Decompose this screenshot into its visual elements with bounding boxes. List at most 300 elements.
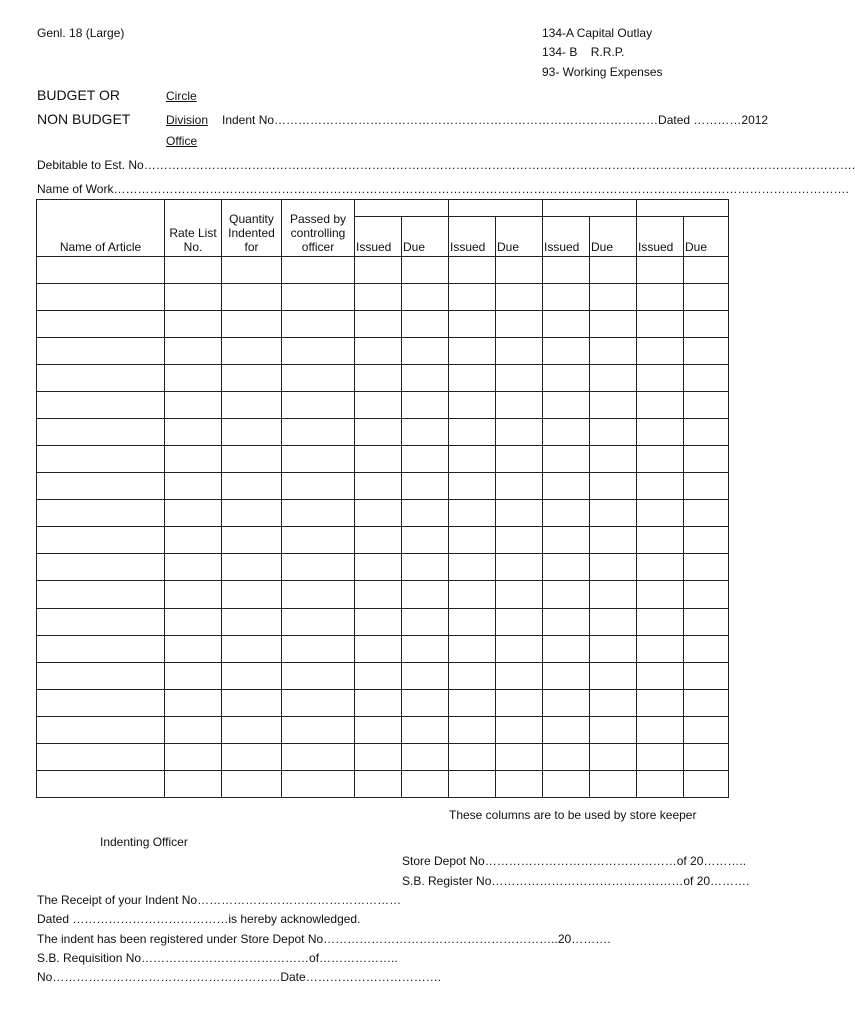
table-cell xyxy=(165,743,222,770)
table-cell xyxy=(402,473,449,500)
table-cell xyxy=(637,716,684,743)
table-cell xyxy=(684,527,729,554)
table-row xyxy=(37,338,729,365)
table-cell xyxy=(355,581,402,608)
table-row xyxy=(37,689,729,716)
table-cell xyxy=(637,446,684,473)
table-cell xyxy=(222,311,282,338)
table-cell xyxy=(355,608,402,635)
store-group-1 xyxy=(355,200,449,217)
table-cell xyxy=(637,527,684,554)
table-cell xyxy=(590,257,637,284)
table-cell xyxy=(637,473,684,500)
table-cell xyxy=(449,743,496,770)
table-cell xyxy=(355,500,402,527)
table-cell xyxy=(355,257,402,284)
table-cell xyxy=(282,716,355,743)
table-cell xyxy=(282,689,355,716)
table-cell xyxy=(637,770,684,797)
table-cell xyxy=(165,419,222,446)
table-cell xyxy=(637,608,684,635)
table-row xyxy=(37,581,729,608)
receipt-line: The Receipt of your Indent No…………………………………………… xyxy=(37,893,402,907)
table-cell xyxy=(543,770,590,797)
table-cell xyxy=(637,554,684,581)
table-cell xyxy=(282,527,355,554)
table-cell xyxy=(355,554,402,581)
table-cell xyxy=(402,635,449,662)
col-issued-1: Issued xyxy=(355,217,402,257)
table-cell xyxy=(222,419,282,446)
table-row xyxy=(37,284,729,311)
table-cell xyxy=(590,473,637,500)
table-cell xyxy=(37,473,165,500)
table-cell xyxy=(402,365,449,392)
table-cell xyxy=(637,743,684,770)
table-cell xyxy=(449,419,496,446)
table-cell xyxy=(496,743,543,770)
table-row xyxy=(37,446,729,473)
table-cell xyxy=(543,257,590,284)
table-row xyxy=(37,419,729,446)
table-cell xyxy=(637,581,684,608)
table-cell xyxy=(684,365,729,392)
table-cell xyxy=(684,581,729,608)
table-cell xyxy=(355,419,402,446)
table-cell xyxy=(590,527,637,554)
table-cell xyxy=(37,419,165,446)
table-cell xyxy=(222,770,282,797)
table-cell xyxy=(449,284,496,311)
table-row xyxy=(37,527,729,554)
table-cell xyxy=(222,716,282,743)
table-cell xyxy=(496,608,543,635)
table-cell xyxy=(37,446,165,473)
table-cell xyxy=(449,662,496,689)
table-cell xyxy=(402,689,449,716)
table-cell xyxy=(165,284,222,311)
store-depot-field: Store Depot No…………………………………………of 20……….. xyxy=(402,854,747,868)
table-cell xyxy=(355,662,402,689)
head-capital-outlay: 134-A Capital Outlay xyxy=(542,26,653,40)
table-cell xyxy=(37,554,165,581)
table-cell xyxy=(543,365,590,392)
table-cell xyxy=(165,473,222,500)
table-cell xyxy=(222,581,282,608)
table-cell xyxy=(684,284,729,311)
table-cell xyxy=(590,338,637,365)
table-cell xyxy=(449,770,496,797)
table-cell xyxy=(355,527,402,554)
table-cell xyxy=(543,311,590,338)
table-cell xyxy=(355,446,402,473)
table-cell xyxy=(543,284,590,311)
store-group-3 xyxy=(543,200,637,217)
table-cell xyxy=(449,311,496,338)
table-header-top xyxy=(37,200,729,217)
table-cell xyxy=(282,743,355,770)
table-cell xyxy=(684,257,729,284)
table-cell xyxy=(496,284,543,311)
table-cell xyxy=(449,338,496,365)
table-cell xyxy=(222,284,282,311)
table-cell xyxy=(684,716,729,743)
debitable-field: Debitable to Est. No……………………………………………………………………………………………………………………………………………………………. xyxy=(37,158,855,172)
table-cell xyxy=(222,743,282,770)
table-cell xyxy=(402,338,449,365)
table-cell xyxy=(590,419,637,446)
table-cell xyxy=(637,689,684,716)
table-cell xyxy=(496,716,543,743)
dated-line: Dated …………………………………is hereby acknowledged. xyxy=(37,912,361,926)
table-cell xyxy=(165,554,222,581)
table-row xyxy=(37,662,729,689)
table-cell xyxy=(449,392,496,419)
table-cell xyxy=(165,716,222,743)
table-cell xyxy=(282,338,355,365)
table-row xyxy=(37,500,729,527)
table-cell xyxy=(222,689,282,716)
budget-label: BUDGET OR xyxy=(37,87,120,103)
table-cell xyxy=(355,635,402,662)
table-cell xyxy=(282,635,355,662)
table-cell xyxy=(282,581,355,608)
office-label: Office xyxy=(166,134,198,148)
table-cell xyxy=(684,635,729,662)
table-cell xyxy=(543,581,590,608)
table-cell xyxy=(449,581,496,608)
division-label: Division xyxy=(166,113,209,127)
table-cell xyxy=(355,689,402,716)
table-cell xyxy=(449,554,496,581)
table-cell xyxy=(637,311,684,338)
table-cell xyxy=(355,392,402,419)
col-due-2: Due xyxy=(496,217,543,257)
circle-label: Circle xyxy=(166,89,197,103)
table-cell xyxy=(684,500,729,527)
table-cell xyxy=(37,527,165,554)
table-cell xyxy=(222,338,282,365)
table-cell xyxy=(165,446,222,473)
table-cell xyxy=(684,473,729,500)
table-row xyxy=(37,473,729,500)
table-cell xyxy=(684,419,729,446)
table-cell xyxy=(37,662,165,689)
table-row xyxy=(37,635,729,662)
table-cell xyxy=(37,635,165,662)
registered-line: The indent has been registered under Store Depot No…………………………………………………..20………. xyxy=(37,932,611,946)
table-cell xyxy=(449,365,496,392)
table-row xyxy=(37,392,729,419)
table-cell xyxy=(282,500,355,527)
table-cell xyxy=(590,284,637,311)
table-cell xyxy=(402,527,449,554)
table-cell xyxy=(449,689,496,716)
table-cell xyxy=(402,284,449,311)
table-cell xyxy=(282,662,355,689)
table-cell xyxy=(355,284,402,311)
table-cell xyxy=(37,365,165,392)
table-cell xyxy=(590,581,637,608)
table-cell xyxy=(222,554,282,581)
table-cell xyxy=(590,635,637,662)
table-cell xyxy=(37,770,165,797)
table-cell xyxy=(37,581,165,608)
head-rrp: 134- B R.R.P. xyxy=(542,45,625,59)
table-cell xyxy=(37,716,165,743)
table-cell xyxy=(590,365,637,392)
table-cell xyxy=(543,716,590,743)
col-due-4: Due xyxy=(684,217,729,257)
table-cell xyxy=(496,446,543,473)
table-row xyxy=(37,608,729,635)
table-cell xyxy=(222,473,282,500)
table-cell xyxy=(165,608,222,635)
table-cell xyxy=(37,257,165,284)
col-due-3: Due xyxy=(590,217,637,257)
table-cell xyxy=(37,743,165,770)
table-cell xyxy=(37,689,165,716)
col-quantity-indented: Quantity Indented for xyxy=(222,200,282,257)
table-cell xyxy=(637,500,684,527)
table-cell xyxy=(543,689,590,716)
table-cell xyxy=(496,257,543,284)
table-cell xyxy=(165,635,222,662)
table-cell xyxy=(637,635,684,662)
indent-table xyxy=(36,199,729,798)
indent-no-field: Indent No……………………………………………………………………………………Dated …………2012 xyxy=(222,113,769,127)
table-cell xyxy=(637,284,684,311)
table-cell xyxy=(37,608,165,635)
table-cell xyxy=(637,365,684,392)
table-row xyxy=(37,311,729,338)
table-cell xyxy=(402,257,449,284)
table-cell xyxy=(222,635,282,662)
table-cell xyxy=(282,446,355,473)
table-cell xyxy=(496,581,543,608)
table-cell xyxy=(496,338,543,365)
table-cell xyxy=(222,662,282,689)
table-cell xyxy=(637,257,684,284)
table-cell xyxy=(496,662,543,689)
table-cell xyxy=(222,500,282,527)
table-cell xyxy=(496,365,543,392)
table-cell xyxy=(684,446,729,473)
table-cell xyxy=(282,608,355,635)
table-cell xyxy=(496,689,543,716)
table-cell xyxy=(496,419,543,446)
table-cell xyxy=(590,608,637,635)
table-cell xyxy=(222,608,282,635)
table-cell xyxy=(165,257,222,284)
table-cell xyxy=(543,392,590,419)
table-cell xyxy=(543,446,590,473)
table-cell xyxy=(543,473,590,500)
table-cell xyxy=(543,338,590,365)
table-cell xyxy=(282,473,355,500)
table-cell xyxy=(402,419,449,446)
store-group-2 xyxy=(449,200,543,217)
table-cell xyxy=(684,554,729,581)
table-cell xyxy=(496,635,543,662)
table-cell xyxy=(355,365,402,392)
table-cell xyxy=(590,392,637,419)
table-cell xyxy=(355,311,402,338)
table-cell xyxy=(402,743,449,770)
table-cell xyxy=(449,527,496,554)
table-row xyxy=(37,770,729,797)
table-cell xyxy=(684,338,729,365)
table-cell xyxy=(543,635,590,662)
table-cell xyxy=(637,392,684,419)
table-row xyxy=(37,743,729,770)
table-cell xyxy=(282,284,355,311)
col-issued-3: Issued xyxy=(543,217,590,257)
table-cell xyxy=(282,554,355,581)
table-cell xyxy=(590,500,637,527)
col-issued-2: Issued xyxy=(449,217,496,257)
table-cell xyxy=(355,743,402,770)
table-cell xyxy=(165,365,222,392)
sb-register-field: S.B. Register No…………………………………………of 20………. xyxy=(402,874,750,888)
table-cell xyxy=(355,338,402,365)
table-cell xyxy=(222,257,282,284)
table-cell xyxy=(165,500,222,527)
table-cell xyxy=(165,689,222,716)
table-cell xyxy=(590,311,637,338)
table-cell xyxy=(37,284,165,311)
table-cell xyxy=(590,554,637,581)
table-cell xyxy=(402,662,449,689)
table-cell xyxy=(222,392,282,419)
table-cell xyxy=(37,338,165,365)
table-cell xyxy=(402,770,449,797)
table-cell xyxy=(637,419,684,446)
non-budget-label: NON BUDGET xyxy=(37,111,131,127)
table-cell xyxy=(165,770,222,797)
table-cell xyxy=(496,770,543,797)
table-cell xyxy=(496,554,543,581)
table-cell xyxy=(684,689,729,716)
table-cell xyxy=(543,662,590,689)
no-date-line: No…………………………………………………Date……………………………. xyxy=(37,970,442,984)
table-row xyxy=(37,257,729,284)
table-cell xyxy=(402,392,449,419)
table-cell xyxy=(222,527,282,554)
table-cell xyxy=(402,446,449,473)
table-cell xyxy=(684,662,729,689)
table-cell xyxy=(355,716,402,743)
table-row xyxy=(37,365,729,392)
table-cell xyxy=(165,311,222,338)
table-cell xyxy=(282,365,355,392)
table-cell xyxy=(543,554,590,581)
table-cell xyxy=(402,581,449,608)
table-cell xyxy=(282,257,355,284)
table-cell xyxy=(684,311,729,338)
col-rate-list-no: Rate List No. xyxy=(165,200,222,257)
table-cell xyxy=(37,392,165,419)
table-cell xyxy=(282,419,355,446)
table-cell xyxy=(282,770,355,797)
col-name-of-article: Name of Article xyxy=(37,200,165,257)
table-cell xyxy=(543,527,590,554)
head-working-expenses: 93- Working Expenses xyxy=(542,65,663,79)
table-body xyxy=(37,257,729,798)
table-cell xyxy=(165,338,222,365)
table-cell xyxy=(449,716,496,743)
table-cell xyxy=(165,581,222,608)
table-cell xyxy=(355,473,402,500)
table-cell xyxy=(222,446,282,473)
table-cell xyxy=(37,311,165,338)
table-cell xyxy=(590,689,637,716)
store-group-4 xyxy=(637,200,729,217)
table-cell xyxy=(590,770,637,797)
col-due-1: Due xyxy=(402,217,449,257)
table-cell xyxy=(165,527,222,554)
table-cell xyxy=(402,311,449,338)
table-cell xyxy=(449,473,496,500)
table-cell xyxy=(449,446,496,473)
table-cell xyxy=(590,743,637,770)
name-of-work-field: Name of Work…………………………………………………………………………………………………………………………………………………………………. xyxy=(37,182,849,196)
table-cell xyxy=(543,743,590,770)
table-cell xyxy=(402,554,449,581)
table-cell xyxy=(684,770,729,797)
table-cell xyxy=(496,392,543,419)
table-cell xyxy=(543,500,590,527)
table-cell xyxy=(590,446,637,473)
table-cell xyxy=(684,392,729,419)
table-cell xyxy=(684,743,729,770)
table-cell xyxy=(355,770,402,797)
table-cell xyxy=(543,419,590,446)
col-passed-by: Passed by controlling officer xyxy=(282,200,355,257)
table-cell xyxy=(402,608,449,635)
table-cell xyxy=(449,608,496,635)
table-cell xyxy=(496,311,543,338)
col-issued-4: Issued xyxy=(637,217,684,257)
table-cell xyxy=(222,365,282,392)
table-cell xyxy=(496,527,543,554)
table-cell xyxy=(637,662,684,689)
store-keeper-note: These columns are to be used by store keeper xyxy=(449,808,697,822)
table-cell xyxy=(496,500,543,527)
table-cell xyxy=(637,338,684,365)
form-code: Genl. 18 (Large) xyxy=(37,26,125,40)
table-cell xyxy=(590,662,637,689)
table-row xyxy=(37,554,729,581)
table-cell xyxy=(165,392,222,419)
table-cell xyxy=(37,500,165,527)
table-cell xyxy=(282,392,355,419)
table-cell xyxy=(449,257,496,284)
table-cell xyxy=(282,311,355,338)
requisition-line: S.B. Requisition No……………………………………of……………….. xyxy=(37,951,398,965)
table-cell xyxy=(684,608,729,635)
table-cell xyxy=(590,716,637,743)
table-row xyxy=(37,716,729,743)
table-cell xyxy=(402,716,449,743)
indenting-officer-label: Indenting Officer xyxy=(100,835,188,849)
table-cell xyxy=(165,662,222,689)
table-cell xyxy=(449,635,496,662)
table-cell xyxy=(402,500,449,527)
table-cell xyxy=(543,608,590,635)
table-cell xyxy=(496,473,543,500)
table-cell xyxy=(449,500,496,527)
